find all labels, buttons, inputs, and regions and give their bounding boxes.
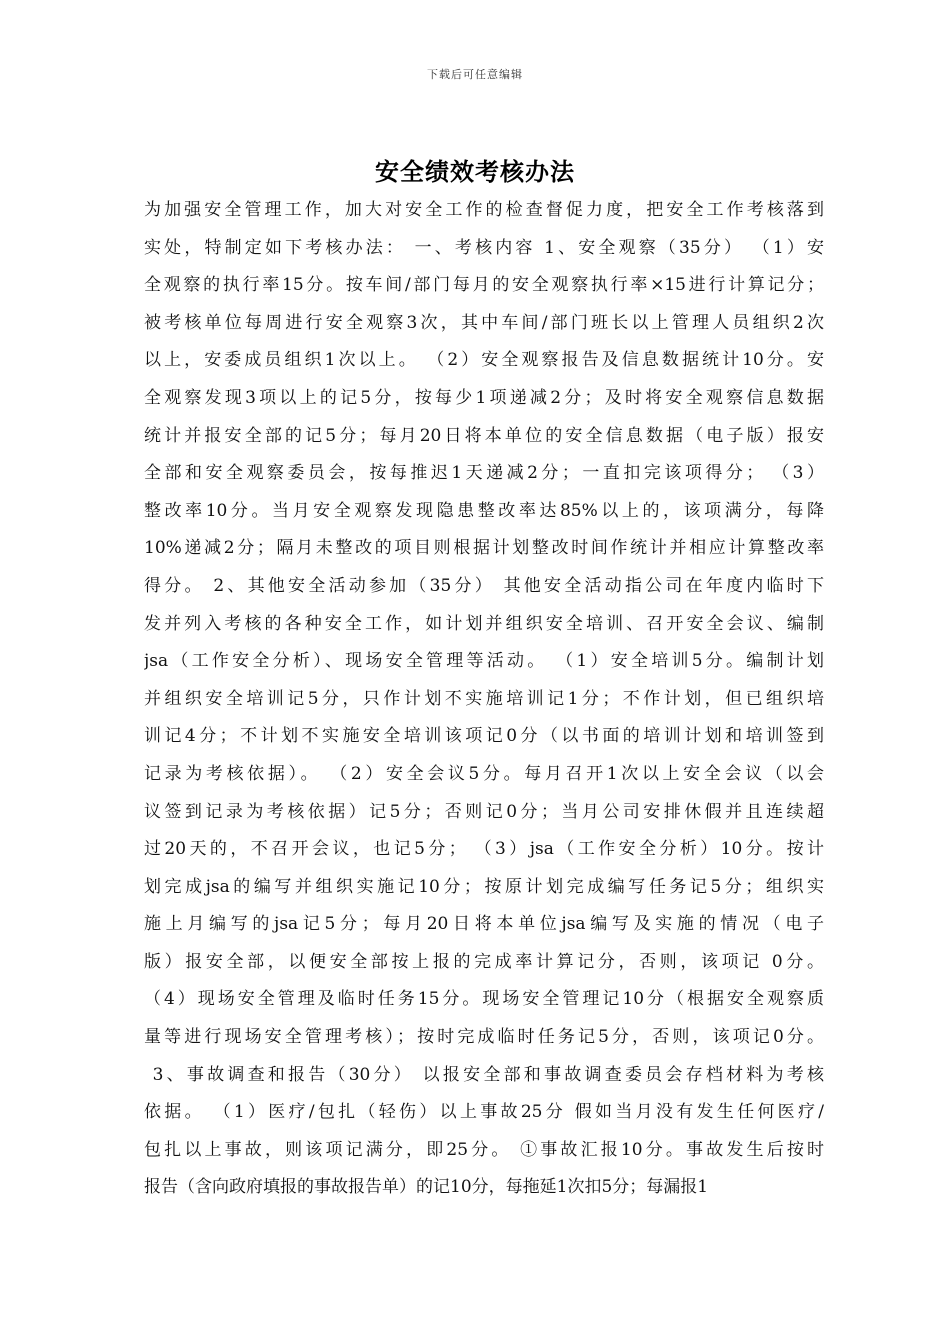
body-line: 全观察的执行率15分。按车间/部门每月的安全观察执行率×15进行计算记分； xyxy=(144,275,824,296)
body-line: 实处，特制定如下考核办法： 一、考核内容 1、安全观察（35分） （1）安 xyxy=(144,237,824,258)
body-line: 为加强安全管理工作，加大对安全工作的检查督促力度，把安全工作考核落到 xyxy=(144,200,824,220)
body-line: 统计并报安全部的记5分；每月20日将本单位的安全信息数据（电子版）报安 xyxy=(144,425,824,446)
body-line: 发并列入考核的各种安全工作，如计划并组织安全培训、召开安全会议、编制 xyxy=(144,613,824,634)
body-line: 版）报安全部，以便安全部按上报的完成率计算记分，否则，该项记 0分。 xyxy=(144,951,824,972)
body-line: 施上月编写的jsa记5分；每月20日将本单位jsa编写及实施的情况（电子 xyxy=(144,914,824,935)
body-line: 训记4分；不计划不实施安全培训该项记0分（以书面的培训计划和培训签到 xyxy=(144,726,824,747)
body-line: 记录为考核依据）。 （2）安全会议5分。每月召开1次以上安全会议（以会 xyxy=(144,763,824,784)
body-line: 量等进行现场安全管理考核）；按时完成临时任务记5分，否则，该项记0分。 xyxy=(144,1027,824,1048)
body-line: （4）现场安全管理及临时任务15分。现场安全管理记10分（根据安全观察质 xyxy=(144,989,824,1010)
body-line: 包扎以上事故，则该项记满分，即25分。 ①事故汇报10分。事故发生后按时 xyxy=(144,1139,824,1160)
body-line: 依据。 （1）医疗/包扎（轻伤）以上事故25分 假如当月没有发生任何医疗/ xyxy=(144,1102,824,1123)
body-line: jsa（工作安全分析）、现场安全管理等活动。 （1）安全培训5分。编制计划 xyxy=(144,651,824,672)
body-line: 并组织安全培训记5分，只作计划不实施培训记1分；不作计划，但已组织培 xyxy=(144,688,824,709)
body-line: 全部和安全观察委员会，按每推迟1天递减2分；一直扣完该项得分； （3） xyxy=(144,463,824,484)
body-line: 3、事故调查和报告（30分） 以报安全部和事故调查委员会存档材料为考核 xyxy=(144,1064,824,1085)
body-line: 过20天的，不召开会议，也记5分； （3）jsa（工作安全分析）10分。按计 xyxy=(144,839,824,860)
body-line: 10%递减2分；隔月未整改的项目则根据计划整改时间作统计并相应计算整改率 xyxy=(144,538,824,559)
body-line: 被考核单位每周进行安全观察3次，其中车间/部门班长以上管理人员组织2次 xyxy=(144,312,824,333)
header-note: 下载后可任意编辑 xyxy=(427,68,523,81)
body-line: 全观察发现3项以上的记5分，按每少1项递减2分；及时将安全观察信息数据 xyxy=(144,387,824,408)
document-body xyxy=(144,192,824,1207)
body-line: 划完成jsa的编写并组织实施记10分；按原计划完成编写任务记5分；组织实 xyxy=(144,876,824,897)
document-title: 安全绩效考核办法 xyxy=(375,157,575,186)
body-line: 以上，安委成员组织1次以上。 （2）安全观察报告及信息数据统计10分。安 xyxy=(144,350,824,371)
body-line: 得分。 2、其他安全活动参加（35分） 其他安全活动指公司在年度内临时下 xyxy=(144,575,824,596)
body-line: 议签到记录为考核依据）记5分；否则记0分；当月公司安排休假并且连续超 xyxy=(144,801,824,822)
body-line: 报告（含向政府填报的事故报告单）的记10分，每拖延1次扣5分；每漏报1 xyxy=(144,1177,709,1198)
body-line: 整改率10分。当月安全观察发现隐患整改率达85%以上的，该项满分，每降 xyxy=(144,500,824,521)
